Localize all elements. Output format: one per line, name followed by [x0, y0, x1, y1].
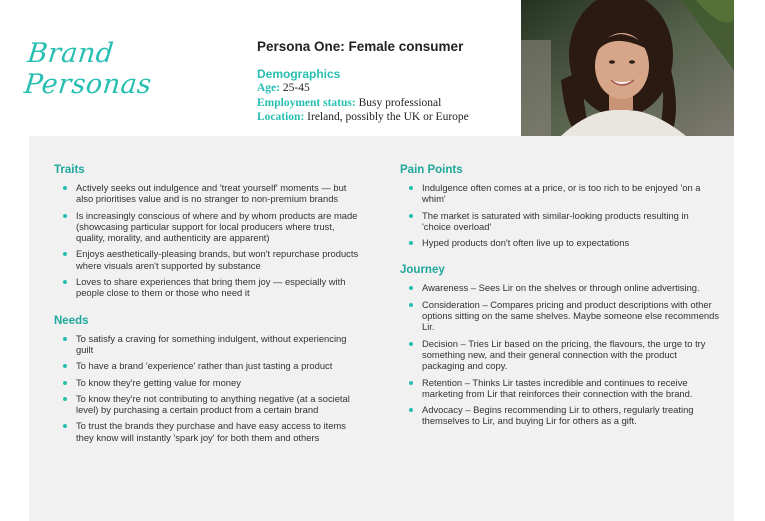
- list-item: Enjoys aesthetically-pleasing brands, but won't repurchase products where visuals aren't supported by substance: [54, 248, 364, 271]
- traits-heading: Traits: [54, 164, 85, 176]
- list-item: Decision – Tries Lir based on the pricing, the flavours, the urge to try something new, and their general connection with the product packaging and copy.: [400, 338, 720, 372]
- pain-points-list: [400, 182, 720, 248]
- persona-title: Persona One: Female consumer: [257, 39, 464, 54]
- list-item: Is increasingly conscious of where and by whom products are made (showcasing particular support for local producers where trust, quality, morality, and authenticity are apparent): [54, 210, 364, 244]
- list-item: Indulgence often comes at a price, or is too rich to be enjoyed 'on a whim': [400, 182, 720, 205]
- list-item: To trust the brands they purchase and have easy access to items they know will instantly 'spark joy' for both them and others: [54, 420, 364, 443]
- traits-list: [54, 182, 364, 299]
- persona-header: [257, 39, 512, 125]
- list-item: The market is saturated with similar-looking products resulting in 'choice overload': [400, 210, 720, 233]
- list-item: Consideration – Compares pricing and product descriptions with other options sitting on the same shelves. Maybe someone else recommends Lir.: [400, 299, 720, 333]
- demographic-location: Location: Ireland, possibly the UK or Europe: [257, 111, 469, 123]
- persona-photo: [521, 0, 734, 136]
- needs-list: [54, 333, 364, 443]
- list-item: To know they're not contributing to anything negative (at a societal level) by purchasing a certain product from a certain brand: [54, 393, 364, 416]
- journey-heading: Journey: [400, 264, 445, 277]
- pain-points-heading: Pain Points: [400, 164, 463, 176]
- list-item: To satisfy a craving for something indulgent, without experiencing guilt: [54, 333, 364, 356]
- list-item: To have a brand 'experience' rather than just tasting a product: [54, 360, 364, 371]
- demographic-employment: Employment status: Busy professional: [257, 96, 442, 109]
- journey-list: [400, 282, 720, 426]
- list-item: Hyped products don't often live up to expectations: [400, 237, 720, 248]
- list-item: Actively seeks out indulgence and 'treat yourself' moments — but also prioritises value and is no stranger to non-premium brands: [54, 182, 364, 205]
- right-column: [400, 136, 720, 432]
- persona-details-panel: [29, 136, 734, 521]
- demographic-age: Age: 25-45: [257, 82, 310, 94]
- left-column: [54, 136, 364, 448]
- list-item: Awareness – Sees Lir on the shelves or through online advertising.: [400, 282, 720, 293]
- brand-personas-title: Brand Personas: [22, 38, 154, 100]
- list-item: Advocacy – Begins recommending Lir to others, regularly treating themselves to Lir, and buying Lir for others as a gift.: [400, 404, 720, 427]
- list-item: To know they're getting value for money: [54, 377, 364, 388]
- list-item: Retention – Thinks Lir tastes incredible and continues to receive marketing from Lir that reinforces their connection with the brand.: [400, 377, 720, 400]
- list-item: Loves to share experiences that bring them joy — especially with people close to them or those who need it: [54, 276, 364, 299]
- persona-portrait-image: [521, 0, 734, 136]
- demographics-heading: Demographics: [257, 67, 341, 81]
- needs-heading: Needs: [54, 314, 89, 327]
